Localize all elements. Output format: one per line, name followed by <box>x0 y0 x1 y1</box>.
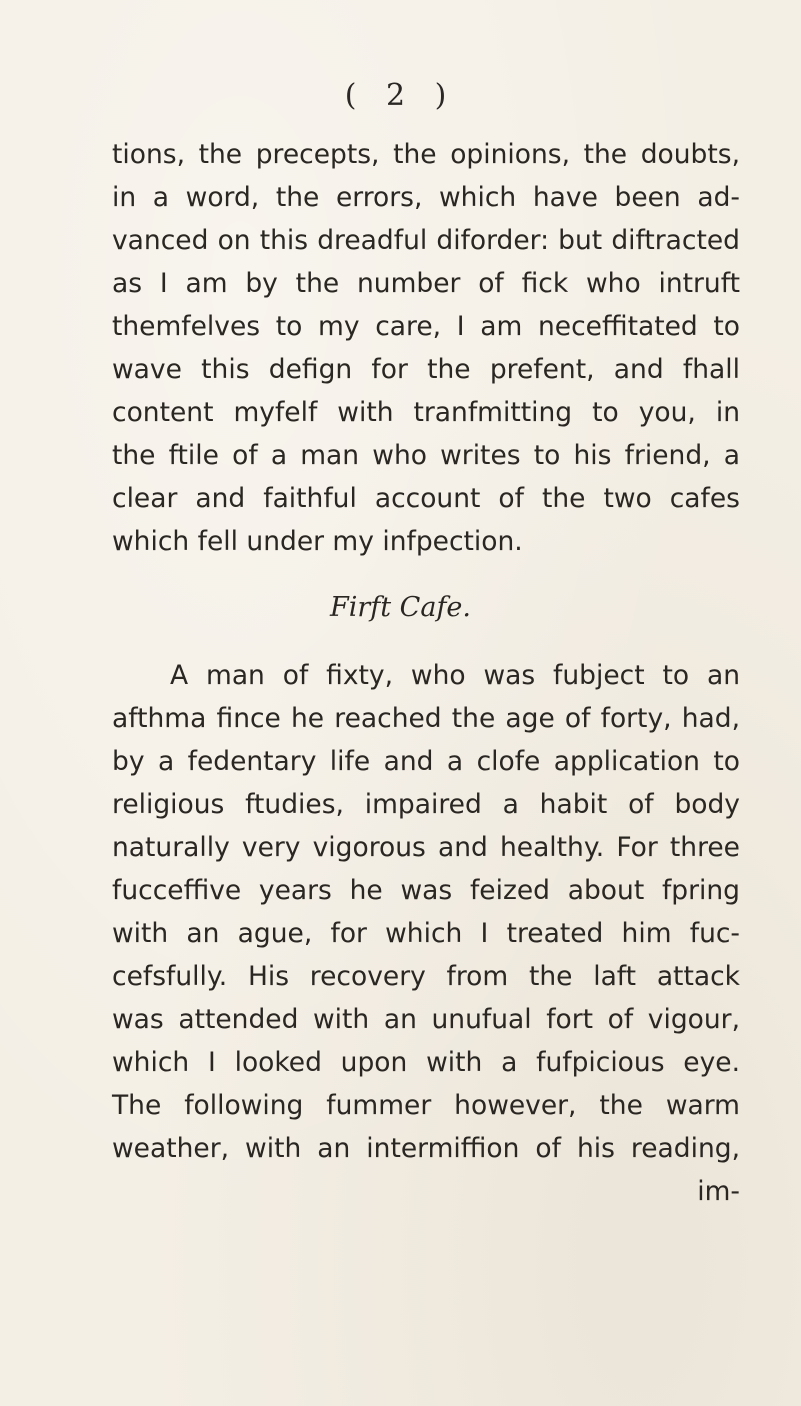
text-line: which I looked upon with a fufpicious eye. <box>112 1047 740 1078</box>
text-line: weather, with an intermiffion of his reading, <box>112 1133 740 1164</box>
paragraph-2 <box>112 654 740 1213</box>
page-number: ( 2 ) <box>344 78 457 113</box>
text-line: with an ague, for which I treated him fuc- <box>112 918 740 949</box>
text-line: by a fedentary life and a clofe application to <box>112 746 740 777</box>
text-line: content myfelf with tranfmitting to you, in <box>112 397 740 428</box>
text-line: themfelves to my care, I am neceffitated to <box>112 311 740 342</box>
text-line: tions, the precepts, the opinions, the doubts, <box>112 139 740 170</box>
text-line: in a word, the errors, which have been ad- <box>112 182 740 213</box>
text-line: religious ftudies, impaired a habit of body <box>112 789 740 820</box>
text-line: afthma fince he reached the age of forty, had, <box>112 703 740 734</box>
section-heading: Firft Cafe. <box>329 592 471 623</box>
text-line: the ftile of a man who writes to his friend, a <box>112 440 740 471</box>
text-line: fucceffive years he was feized about fpring <box>112 875 740 906</box>
paragraph-1 <box>112 133 740 563</box>
text-line: The following fummer however, the warm <box>112 1090 740 1121</box>
text-line: A man of fixty, who was fubject to an <box>170 660 740 691</box>
text-line: clear and faithful account of the two cafes <box>112 483 740 514</box>
catchword: im- <box>697 1176 740 1207</box>
text-line: which fell under my infpection. <box>112 526 523 557</box>
text-line: was attended with an unufual fort of vigour, <box>112 1004 740 1035</box>
text-line: naturally very vigorous and healthy. For three <box>112 832 740 863</box>
text-line: as I am by the number of fick who intruft <box>112 268 740 299</box>
text-line: vanced on this dreadful diforder: but diftracted <box>112 225 740 256</box>
text-line: cefsfully. His recovery from the laft attack <box>112 961 740 992</box>
text-line: wave this defign for the prefent, and fhall <box>112 354 740 385</box>
